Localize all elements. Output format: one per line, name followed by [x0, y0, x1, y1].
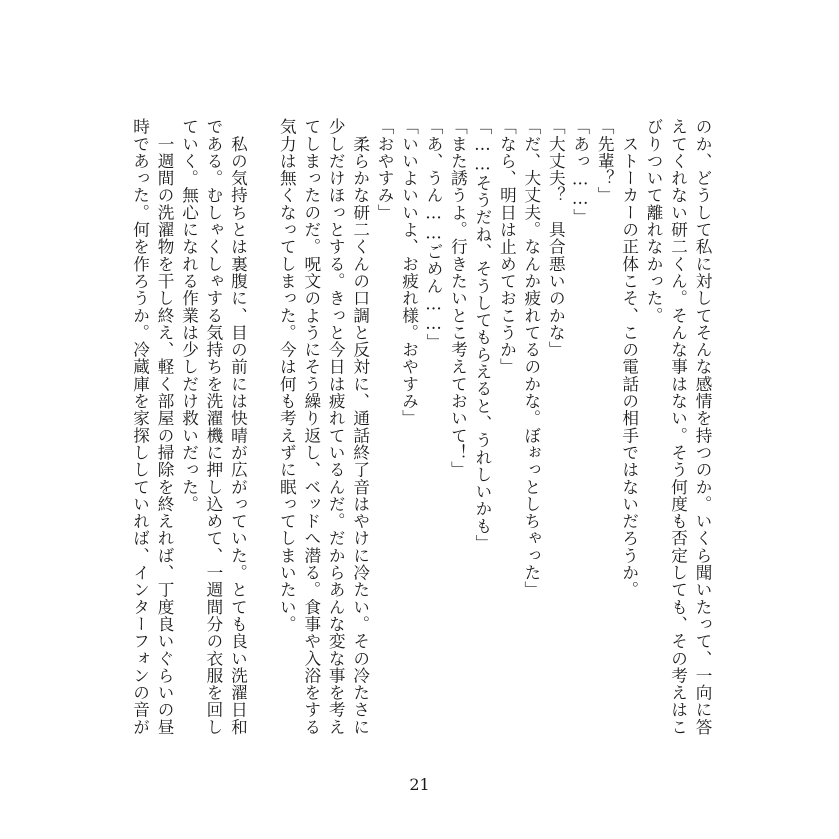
text-line: びりついて離れなかった。	[644, 118, 664, 324]
text-line: のか、どうして私に対してそんな感情を持つのか。いくら聞いたって、一向に答	[693, 118, 712, 736]
text-line: 私の気持ちとは裏腹に、目の前には快晴が広がっていた。とても良い洗濯日和	[228, 118, 248, 736]
text-line: 「……そうだね、そうしてもらえると、うれしいかも」	[472, 118, 492, 552]
text-line: 「おやすみ」	[375, 118, 395, 221]
blank-line	[249, 118, 273, 758]
text-line: 少しだけほっとする。きっと今日は疲れているんだ。だからあんな変な事を考え	[326, 118, 346, 736]
text-line: 一週間の洗濯物を干し終え、軽く部屋の掃除を終えれば、丁度良いぐらいの昼	[155, 118, 175, 736]
text-line: 気力は無くなってしまった。今は何も考えずに眠ってしまいたい。	[277, 118, 297, 633]
text-line: 「また誘うよ。行きたいとこ考えておいて！」	[448, 118, 468, 479]
text-line: 「いいよいいよ、お疲れ様。おやすみ」	[399, 118, 419, 427]
text-line: 「だ、大丈夫。なんか疲れてるのかな。ぼぉっとしちゃった」	[521, 118, 541, 599]
text-line: 時であった。何を作ろうか。冷蔵庫を家探ししていれば、インターフォンの音が	[130, 118, 150, 736]
text-line: 「あ、うん……ごめん……」	[424, 118, 444, 351]
text-line: ていく。無心になれる作業は少しだけ救いだった。	[179, 118, 199, 513]
text-line: てしまったのだ。呪文のようにそう繰り返し、ベッドへ潜る。食事や入浴をする	[301, 118, 321, 736]
text-line: 「なら、明日は止めておこうか」	[497, 118, 517, 376]
text-line: ストーカーの正体こそ、この電話の相手ではないだろうか。	[619, 118, 639, 599]
page-number: 21	[409, 775, 430, 794]
text-line: 「大丈夫？ 具合悪いのかな」	[546, 118, 566, 359]
text-line: 「あっ……」	[570, 118, 590, 226]
text-line: えてくれない研二くん。そんな事はない。そう何度も否定しても、その考えはこ	[668, 118, 688, 736]
text-line: 柔らかな研二くんの口調と反対に、通話終了音はやけに冷たい。その冷たさに	[350, 118, 370, 736]
text-line: である。むしゃくしゃする気持ちを洗濯機に押し込めて、一週間分の衣服を回し	[203, 118, 223, 736]
text-line: 「先輩？」	[595, 118, 615, 204]
vertical-text-body	[127, 118, 714, 758]
